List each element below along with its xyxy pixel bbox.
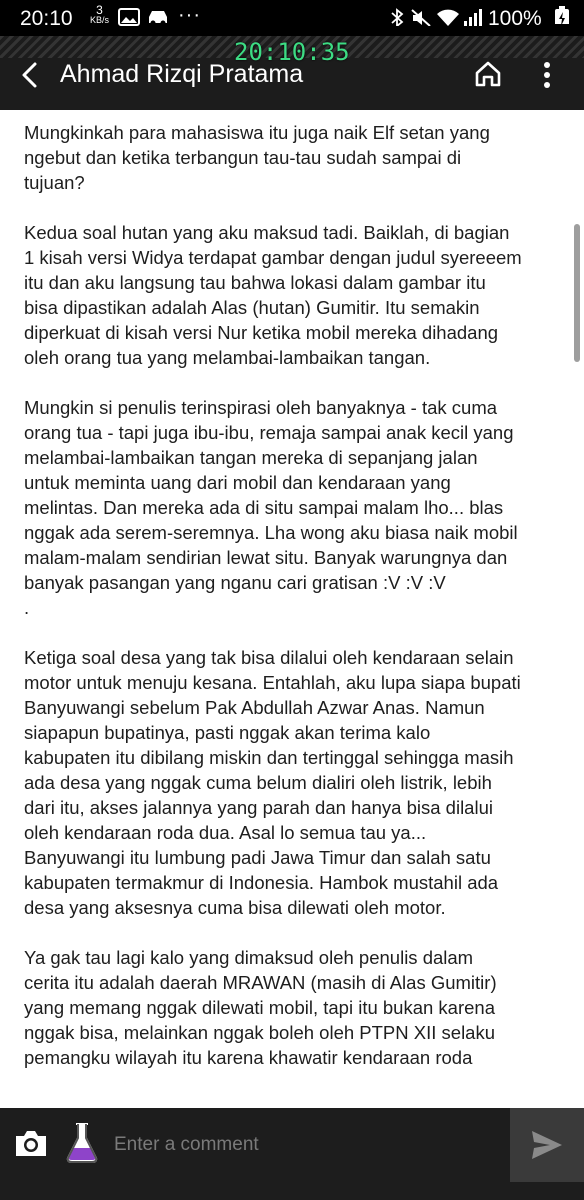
back-arrow-icon[interactable] — [16, 60, 46, 90]
more-notifications: ··· — [178, 4, 201, 26]
paragraph: Ya gak tau lagi kalo yang dimaksud oleh penulis dalam cerita itu adalah daerah MRAWAN (masih di Alas Gumitir) yang memang nggak dilewati mobil, tapi itu bukan karena nggak bisa, melainkan nggak boleh oleh PTPN XII selaku pemangku wilayah itu karena khawatir kendaraan roda — [24, 947, 497, 1068]
network-speed-value: 3 — [96, 3, 103, 17]
network-speed-unit: KB/s — [90, 15, 110, 25]
comment-input[interactable]: Enter a comment — [114, 1134, 259, 1155]
app-header — [0, 36, 584, 110]
camera-icon[interactable] — [12, 1124, 50, 1162]
page-title: Ahmad Rizqi Pratama — [60, 60, 304, 88]
car-icon — [146, 8, 170, 26]
more-vert-icon[interactable] — [540, 60, 554, 90]
bluetooth-icon — [390, 8, 404, 26]
comment-bar — [0, 1108, 584, 1200]
status-time: 20:10 — [20, 7, 73, 30]
paragraph: Ketiga soal desa yang tak bisa dilalui oleh kendaraan selain motor untuk menuju kesana. Entahlah, aku lupa siapa bupati Banyuwangi sebelum Pak Abdullah Azwar Anas. Namun siapapun bupatinya, pasti nggak akan terima kalo kabupaten itu dibilang miskin dan tertinggal sehingga masih ada desa yang nggak cuma belum dialiri oleh listrik, lebih dari itu, akses jalannya yang parah dan hanya bisa dilalui oleh kendaraan roda dua. Asal lo semua tau ya... Banyuwangi itu lumbung padi Jawa Timur dan salah satu kabupaten termakmur di Indonesia. Hambok mustahil ada desa yang aksesnya cuma bisa dilewati oleh motor. — [24, 647, 521, 918]
signal-icon — [462, 8, 482, 26]
send-button[interactable] — [510, 1108, 584, 1182]
battery-percent: 100% — [488, 7, 542, 30]
send-icon — [530, 1128, 564, 1162]
flask-icon[interactable] — [64, 1120, 100, 1166]
image-icon — [118, 8, 140, 26]
battery-icon — [554, 6, 570, 24]
mute-icon — [410, 8, 432, 26]
status-bar — [0, 0, 584, 36]
clock-overlay: 20:10:35 — [234, 38, 350, 66]
paragraph: Mungkin si penulis terinspirasi oleh banyaknya - tak cuma orang tua - tapi juga ibu-ibu, remaja sampai anak kecil yang melambai-lambaikan tangan mereka di sepanjang jalan untuk meminta uang dari mobil dan kendaraan yang melintas. Dan mereka ada di situ sampai malam lho... blas nggak ada serem-seremnya. Lha wong aku biasa naik mobil malam-malam sendirian lewat situ. Banyak warungnya dan banyak pasangan yang nganu cari gratisan :V :V :V . — [24, 397, 518, 618]
home-icon[interactable] — [474, 60, 502, 88]
paragraph: Mungkinkah para mahasiswa itu juga naik Elf setan yang ngebut dan ketika terbangun tau-tau sudah sampai di tujuan? — [24, 122, 490, 193]
paragraph: Kedua soal hutan yang aku maksud tadi. Baiklah, di bagian 1 kisah versi Widya terdapat gambar dengan judul syereeem itu dan aku langsung tau bahwa lokasi dalam gambar itu bisa dipastikan adalah Alas (hutan) Gumitir. Itu semakin diperkuat di kisah versi Nur ketika mobil mereka dihadang oleh orang tua yang melambai-lambaikan tangan. — [24, 222, 522, 368]
scrollbar-thumb[interactable] — [574, 224, 580, 362]
network-speed — [90, 5, 109, 25]
article-body — [24, 120, 548, 1110]
wifi-icon — [436, 8, 460, 26]
